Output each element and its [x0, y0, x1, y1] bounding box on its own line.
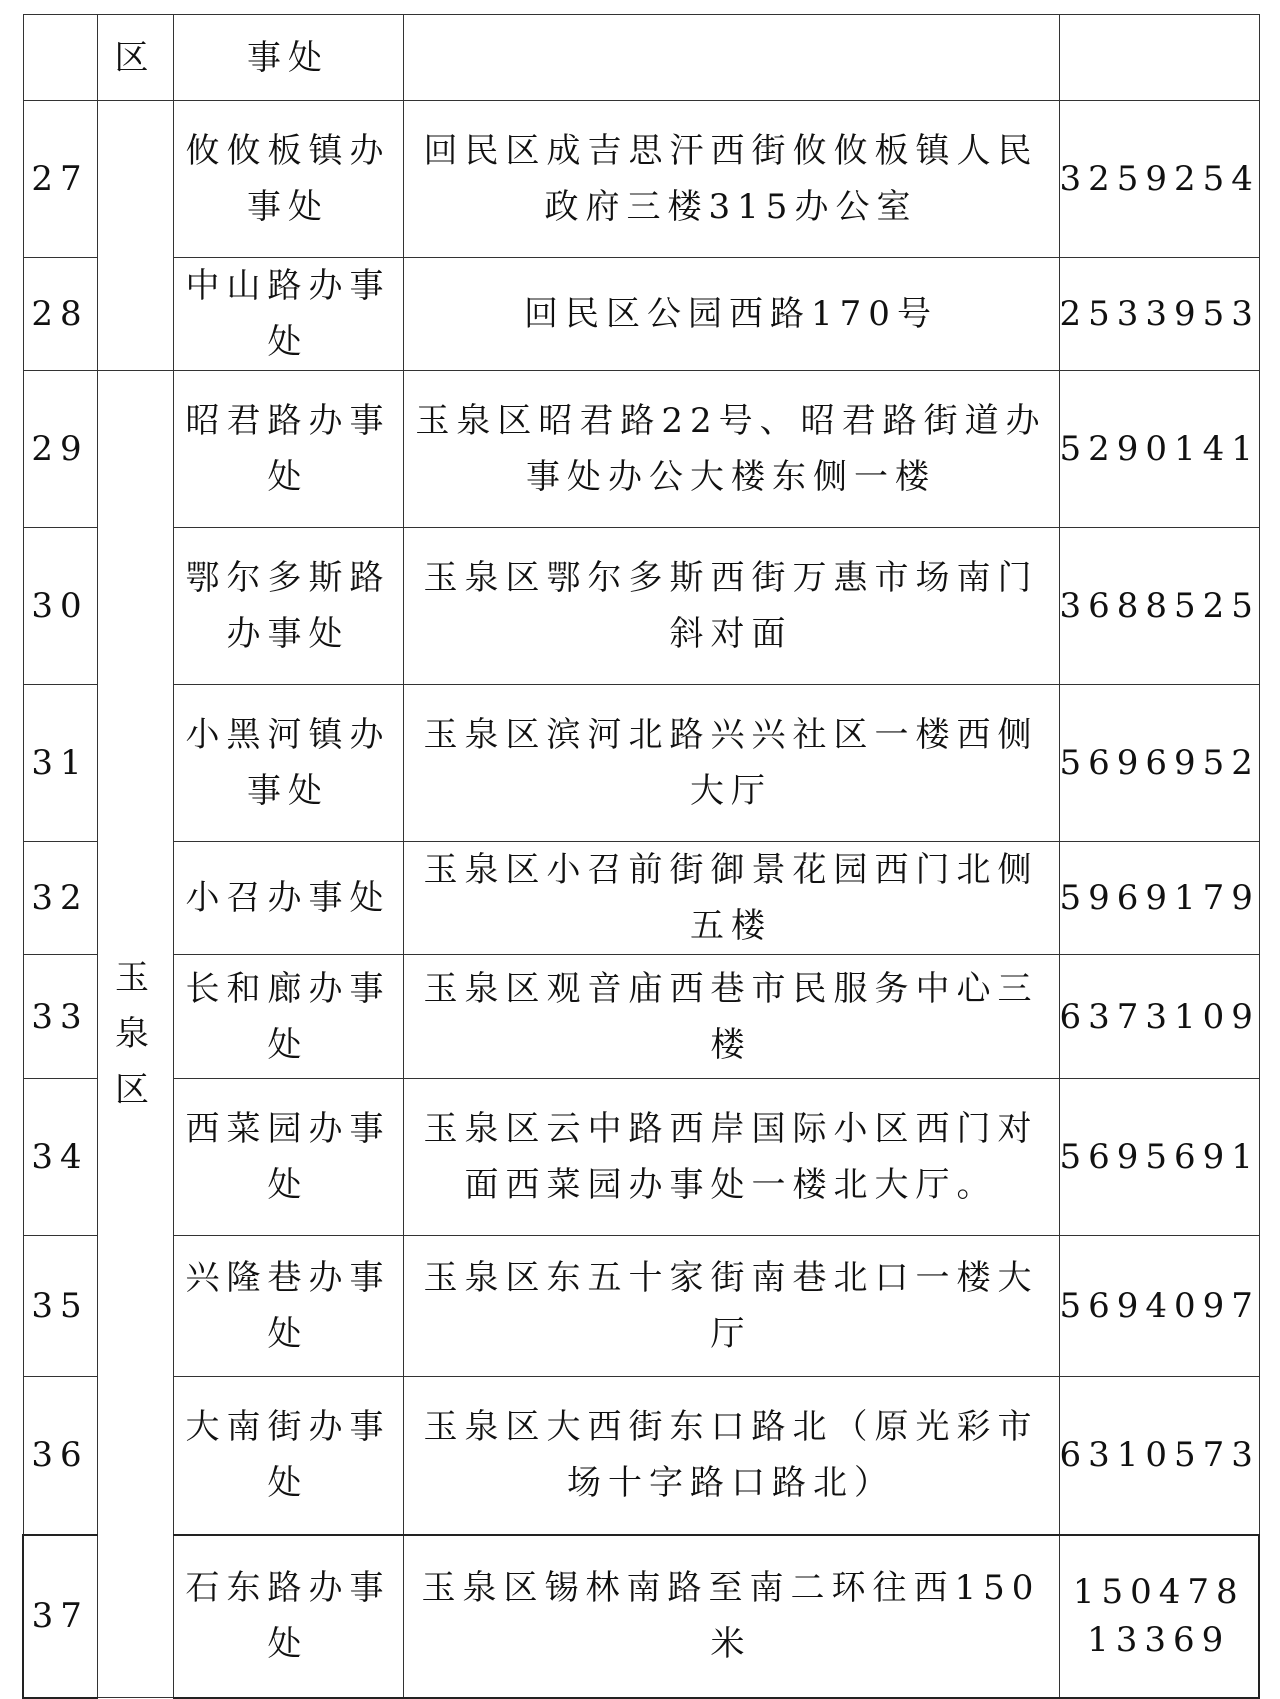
office-cell: 鄂尔多斯路办事处: [173, 528, 403, 685]
office-directory-table: [22, 14, 1260, 1699]
number-cell: 28: [23, 258, 97, 371]
table-row: [23, 101, 1259, 258]
district-cell-huimin: [97, 101, 173, 371]
phone-cell: 5696952: [1059, 685, 1259, 842]
table-row: [23, 1079, 1259, 1236]
table-row: [23, 842, 1259, 955]
office-cell: 小召办事处: [173, 842, 403, 955]
phone-cell: 5290141: [1059, 371, 1259, 528]
table-row: [23, 1535, 1259, 1698]
address-cell: 玉泉区滨河北路兴兴社区一楼西侧大厅: [403, 685, 1059, 842]
number-cell: 32: [23, 842, 97, 955]
address-cell: 玉泉区观音庙西巷市民服务中心三楼: [403, 955, 1059, 1079]
table-row: [23, 685, 1259, 842]
number-cell: 29: [23, 371, 97, 528]
phone-cell: 5695691: [1059, 1079, 1259, 1236]
phone-cell: 3259254: [1059, 101, 1259, 258]
office-cell: 西菜园办事处: [173, 1079, 403, 1236]
address-cell: 回民区公园西路170号: [403, 258, 1059, 371]
district-cell-yuquan: [97, 371, 173, 1698]
phone-cell: 3688525: [1059, 528, 1259, 685]
table-row: [23, 1377, 1259, 1535]
address-cell: 玉泉区小召前街御景花园西门北侧五楼: [403, 842, 1059, 955]
address-cell: [403, 15, 1059, 101]
district-label-yuquan: 玉泉区: [115, 958, 156, 1110]
address-cell: 玉泉区大西街东口路北（原光彩市场十字路口路北）: [403, 1377, 1059, 1535]
number-cell: [23, 15, 97, 101]
phone-cell: 15047813369: [1059, 1535, 1259, 1698]
office-cell: 昭君路办事处: [173, 371, 403, 528]
number-cell: 31: [23, 685, 97, 842]
table-row: [23, 1236, 1259, 1377]
number-cell: 27: [23, 101, 97, 258]
phone-cell: 6310573: [1059, 1377, 1259, 1535]
number-cell: 37: [23, 1535, 97, 1698]
table-row: [23, 955, 1259, 1079]
address-cell: 回民区成吉思汗西街攸攸板镇人民政府三楼315办公室: [403, 101, 1059, 258]
number-cell: 33: [23, 955, 97, 1079]
number-cell: 36: [23, 1377, 97, 1535]
number-cell: 34: [23, 1079, 97, 1236]
address-cell: 玉泉区鄂尔多斯西街万惠市场南门斜对面: [403, 528, 1059, 685]
phone-cell: [1059, 15, 1259, 101]
table-row-fragment: [23, 15, 1259, 101]
office-cell: 大南街办事处: [173, 1377, 403, 1535]
table-row: [23, 371, 1259, 528]
table-row: [23, 528, 1259, 685]
address-cell: 玉泉区锡林南路至南二环往西150米: [403, 1535, 1059, 1698]
office-cell: 事处: [173, 15, 403, 101]
office-cell: 长和廊办事处: [173, 955, 403, 1079]
number-cell: 35: [23, 1236, 97, 1377]
district-cell: 区: [97, 15, 173, 101]
number-cell: 30: [23, 528, 97, 685]
address-cell: 玉泉区昭君路22号、昭君路街道办事处办公大楼东侧一楼: [403, 371, 1059, 528]
table-row: [23, 258, 1259, 371]
phone-cell: 6373109: [1059, 955, 1259, 1079]
address-cell: 玉泉区云中路西岸国际小区西门对面西菜园办事处一楼北大厅。: [403, 1079, 1059, 1236]
office-cell: 攸攸板镇办事处: [173, 101, 403, 258]
address-cell: 玉泉区东五十家街南巷北口一楼大厅: [403, 1236, 1059, 1377]
phone-cell: 5969179: [1059, 842, 1259, 955]
office-cell: 中山路办事处: [173, 258, 403, 371]
office-cell: 小黑河镇办事处: [173, 685, 403, 842]
phone-cell: 2533953: [1059, 258, 1259, 371]
office-cell: 石东路办事处: [173, 1535, 403, 1698]
office-cell: 兴隆巷办事处: [173, 1236, 403, 1377]
phone-cell: 5694097: [1059, 1236, 1259, 1377]
